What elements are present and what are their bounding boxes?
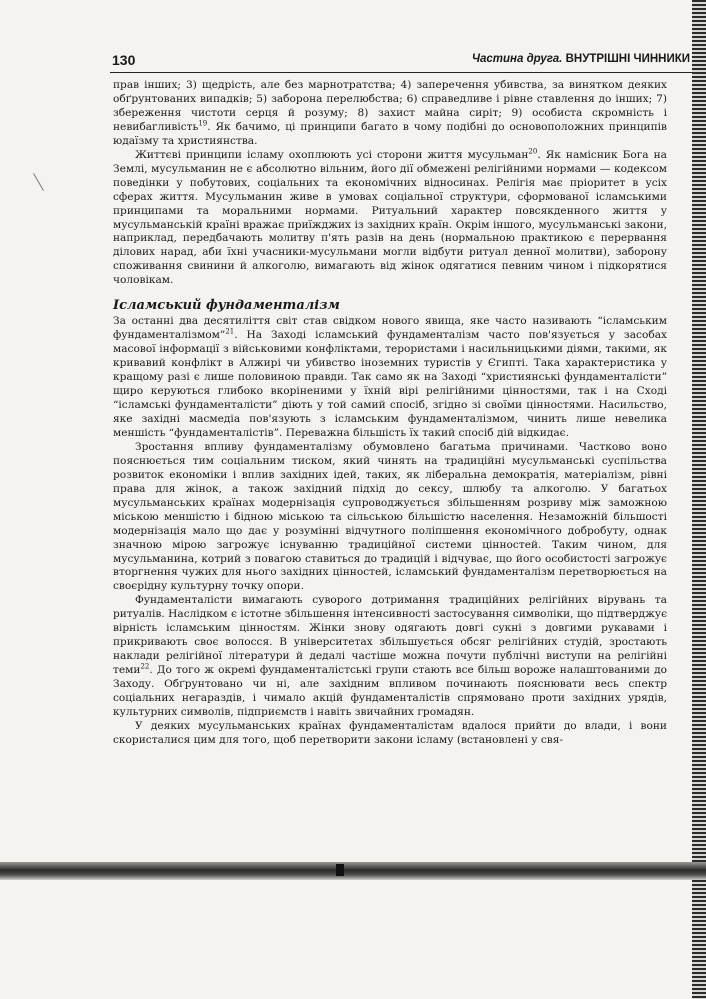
paragraph	[113, 79, 667, 149]
paragraph	[113, 720, 667, 748]
paragraph	[113, 315, 667, 441]
running-head	[472, 53, 690, 65]
paragraph	[113, 149, 667, 289]
scan-bottom-edge	[0, 862, 706, 880]
running-head-section: ВНУТРІШНІ ЧИННИКИ	[565, 53, 690, 65]
page-body	[113, 79, 667, 748]
paragraph-text: Зростання впливу фундаменталізму обумовлено багатьма причинами. Частково воно пояснюється тим соціальним тиском, який чинять на традиційні мусульманські суспільства розвиток економіки і вплив західних ідей, таких, як ліберальна демократія, матеріалізм, рівні права для жінок, а також західний підхід до сексу, шлюбу та алкоголю. У багатьох мусульманських країнах модернізація супроводжується збільшенням розриву між заможною міською меншістю і бідною міською та сільською більшістю населення. Незаможній більшості модернізація мало що дає у розумінні відчутного поліпшення економічного добробуту, однак значною мірою загрожує існуванню традиційної системи цінностей. Таким чином, для мусульманина, котрий з повагою ставиться до традицій і відчуває, що його особистості загрожує вторгнення чужих для нього західних цінностей, ісламський фундаменталізм перетворюється на своєрідну культурну точку опори.	[113, 440, 667, 593]
footnote-ref: 20	[528, 147, 538, 156]
paragraph-text: . До того ж окремі фундаменталістські групи стають все більш вороже налаштованими до Заходу. Обґрунтовано чи ні, але західним впливом починають пояснювати весь спектр соціальних негараздів, і чимало акцій фундаменталістів спрямовано проти західних урядів, культурних символів, підприємств і навіть звичайних громадян.	[113, 664, 667, 718]
paragraph-text: Фундаменталісти вимагають суворого дотримання традиційних релігійних вірувань та ритуалів. Наслідком є істотне збільшення інтенсивності застосування символіки, що підтверджує вірність ісламським цінностям. Жінки знову одягають довгі сукні з довгими рукавами і прикривають своє волосся. В університетах збільшується обсяг релігійних студій, зростають наклади релігійної літератури й дедалі частіше можна почути публічні виступи на релігійні теми	[113, 594, 667, 677]
paragraph-text: За останні два десятиліття світ став свідком нового явища, яке часто називають “ісламським фундаменталізмом”	[113, 315, 667, 342]
page-header	[110, 52, 694, 73]
scan-binding-edge	[692, 0, 706, 999]
scan-edge-mark	[336, 864, 344, 876]
paragraph-text: У деяких мусульманських країнах фундаменталістам вдалося прийти до влади, і вони скористалися цим для того, щоб перетворити закони ісламу (встановлені у свя-	[113, 719, 667, 746]
paragraph-text: . Як бачимо, ці принципи багато в чому подібні до основоположних принципів юдаїзму та християнства.	[113, 120, 667, 147]
paragraph	[113, 441, 667, 594]
paragraph-text: Життєві принципи ісламу охоплюють усі сторони життя мусульман	[135, 148, 529, 161]
paragraph-text: прав інших; 3) щедрість, але без марнотратства; 4) заперечення убивства, за винятком деяких обґрунтованих випадків; 5) заборона перелюбства; 6) справедливе і рівне ставлення до інших; 7) збереження чистоти серця й розуму; 8) захист майна сиріт; 9) особиста скромність і невибагливість	[113, 79, 667, 133]
section-heading: Ісламський фундаменталізм	[113, 298, 340, 314]
footnote-ref: 21	[225, 327, 235, 336]
footnote-ref: 19	[198, 119, 208, 128]
paragraph-text: . Як намісник Бога на Землі, мусульманин не є абсолютно вільним, його дії обмежені релігійними нормами — кодексом поведінки у побутових, соціальних та економічних відносинах. Релігія має пріоритет в усіх сферах життя. Мусульманин живе в умовах соціальної структури, сформованої ісламськими принципами та моральними нормами. Ритуальний характер повсякденного життя у мусульманській країні вражає приїжджих із західних країн. Окрім іншого, мусульманські закони, наприклад, передбачають молитву п'ять разів на день (нормальною практикою є перервання ділових нарад, аби їхні учасники-мусульмани могли відбути ритуал денної молитви), заборону споживання свинини й алкоголю, вимагають від жінок одягатися певним чином і підкорятися чоловікам.	[113, 148, 667, 287]
paragraph-text: . На Заході ісламський фундаменталізм часто пов'язується у засобах масової інформації з військовими конфліктами, терористами і насильницькими діями, такими, як кривавий конфлікт в Алжирі чи убивство іноземних туристів у Єгипті. Така характеристика у кращому разі є лише половиною правди. Так само як на Заході “християнські фундаменталісти” щиро керуються глибоко вкоріненими у їхній вірі релігійними цінностями, так і на Сході “ісламські фундаменталісти” діють у той самий спосіб, згідно зі своїми цінностями. Насильство, яке західні масмедіа пов'язують з ісламським фундаменталізмом, чинить лише невелика меншість “фундаменталістів”. Переважна більшість їх такий спосіб дій відкидає.	[113, 329, 667, 439]
running-head-part: Частина друга.	[471, 53, 563, 65]
margin-pencil-mark	[33, 173, 44, 191]
paragraph	[113, 594, 667, 720]
footnote-ref: 22	[140, 662, 150, 671]
page-number: 130	[112, 52, 136, 68]
